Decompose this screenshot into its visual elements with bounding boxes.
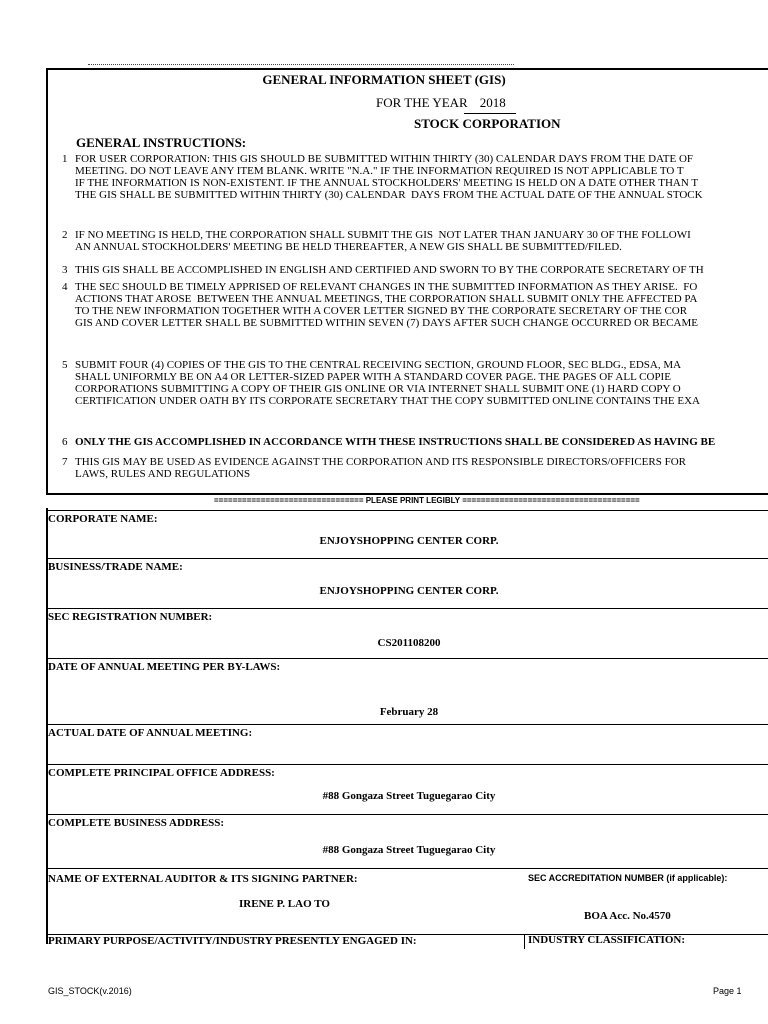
type-overline <box>464 113 516 114</box>
instruction-item <box>62 229 768 253</box>
instruction-number: 7 <box>62 456 68 468</box>
sec-registration-label: SEC REGISTRATION NUMBER: <box>48 611 213 623</box>
instruction-line: SUBMIT FOUR (4) COPIES OF THE GIS TO THE CENTRAL RECEIVING SECTION, GROUND FLOOR, SEC BLDG., EDSA, MA <box>75 359 682 371</box>
instruction-line: ACTIONS THAT AROSE BETWEEN THE ANNUAL MEETINGS, THE CORPORATION SHALL SUBMIT ONLY THE AFFECTED PA <box>75 293 698 305</box>
instruction-line: FOR USER CORPORATION: THIS GIS SHOULD BE SUBMITTED WITHIN THIRTY (30) CALENDAR DAYS FROM THE DATE OF <box>75 153 694 165</box>
primary-purpose-label: PRIMARY PURPOSE/ACTIVITY/INDUSTRY PRESENTLY ENGAGED IN: <box>48 935 417 947</box>
business-name-label: BUSINESS/TRADE NAME: <box>48 561 183 573</box>
instruction-item <box>62 436 768 448</box>
instruction-line: THIS GIS SHALL BE ACCOMPLISHED IN ENGLISH AND CERTIFIED AND SWORN TO BY THE CORPORATE SECRETARY OF TH <box>75 264 704 276</box>
instruction-line: GIS AND COVER LETTER SHALL BE SUBMITTED WITHIN SEVEN (7) DAYS AFTER SUCH CHANGE OCCURRED OR BECAME <box>75 317 698 329</box>
instruction-line: MEETING. DO NOT LEAVE ANY ITEM BLANK. WRITE "N.A." IF THE INFORMATION REQUIRED IS NOT APPLICABLE TO T <box>75 165 684 177</box>
instruction-line: THE SEC SHOULD BE TIMELY APPRISED OF RELEVANT CHANGES IN THE SUBMITTED INFORMATION AS THEY ARISE. FO <box>75 281 698 293</box>
corporate-name-field[interactable] <box>46 510 768 559</box>
year-value: 2018 <box>479 95 506 110</box>
corporation-type <box>414 116 561 132</box>
instruction-line: AN ANNUAL STOCKHOLDERS' MEETING BE HELD THEREAFTER, A NEW GIS SHALL BE SUBMITTED/FILED. <box>75 241 622 253</box>
page-number: Page 1 <box>713 986 742 996</box>
auditor-label: NAME OF EXTERNAL AUDITOR & ITS SIGNING PARTNER: <box>48 873 358 885</box>
print-legibly-text: ================================ PLEASE PRINT LEGIBLY ====================================== <box>214 496 640 505</box>
instruction-number: 6 <box>62 436 68 448</box>
instruction-number: 5 <box>62 359 68 371</box>
instruction-line: TO THE NEW INFORMATION TOGETHER WITH A COVER LETTER SIGNED BY THE CORPORATE SECRETARY OF THE COR <box>75 305 688 317</box>
business-address-value: #88 Gongaza Street Tuguegarao City <box>322 844 496 856</box>
corporate-name-value: ENJOYSHOPPING CENTER CORP. <box>319 535 499 547</box>
instruction-line: LAWS, RULES AND REGULATIONS <box>75 468 251 480</box>
instruction-item <box>62 456 768 480</box>
instruction-number: 3 <box>62 264 68 276</box>
sec-registration-field[interactable] <box>46 608 768 659</box>
annual-meeting-label: DATE OF ANNUAL MEETING PER BY-LAWS: <box>48 661 281 673</box>
sec-accreditation-sub: (if applicable): <box>666 873 728 883</box>
instruction-item <box>62 264 768 276</box>
instruction-item <box>62 281 768 329</box>
sec-registration-value: CS201108200 <box>377 637 441 649</box>
actual-meeting-label: ACTUAL DATE OF ANNUAL MEETING: <box>48 727 253 739</box>
form-code: GIS_STOCK(v.2016) <box>48 986 132 996</box>
for-the-year-label: FOR THE YEAR <box>376 95 468 110</box>
instruction-number: 4 <box>62 281 68 293</box>
instruction-line: ONLY THE GIS ACCOMPLISHED IN ACCORDANCE WITH THESE INSTRUCTIONS SHALL BE CONSIDERED AS HAVING BE <box>75 436 716 448</box>
instruction-number: 1 <box>62 153 68 165</box>
instruction-number: 2 <box>62 229 68 241</box>
annual-meeting-value: February 28 <box>379 706 439 718</box>
business-address-field[interactable] <box>46 814 768 869</box>
business-address-label: COMPLETE BUSINESS ADDRESS: <box>48 817 225 829</box>
form-title: GENERAL INFORMATION SHEET (GIS) <box>262 72 506 87</box>
sec-accreditation-label <box>528 873 727 883</box>
business-name-value: ENJOYSHOPPING CENTER CORP. <box>319 585 499 597</box>
principal-address-value: #88 Gongaza Street Tuguegarao City <box>322 790 496 802</box>
actual-meeting-field[interactable] <box>46 724 768 765</box>
sec-accreditation-text: SEC ACCREDITATION NUMBER <box>528 873 664 883</box>
instruction-line: CORPORATIONS SUBMITTING A COPY OF THEIR GIS ONLINE OR VIA INTERNET SHALL SUBMIT ONE (1) HARD COPY O <box>75 383 681 395</box>
instruction-line: IF THE INFORMATION IS NON-EXISTENT. IF THE ANNUAL STOCKHOLDERS' MEETING IS HELD ON A DATE OTHER THAN T <box>75 177 699 189</box>
instruction-line: SHALL UNIFORMLY BE ON A4 OR LETTER-SIZED PAPER WITH A STANDARD COVER PAGE. THE PAGES OF ALL COPIE <box>75 371 671 383</box>
annual-meeting-field[interactable] <box>46 658 768 725</box>
year-row <box>376 95 506 111</box>
instructions-heading: GENERAL INSTRUCTIONS: <box>76 135 247 150</box>
top-dotted-line <box>88 64 514 65</box>
instruction-item <box>62 359 768 407</box>
instruction-line: IF NO MEETING IS HELD, THE CORPORATION SHALL SUBMIT THE GIS NOT LATER THAN JANUARY 30 OF THE FOLLOWI <box>75 229 691 241</box>
principal-address-label: COMPLETE PRINCIPAL OFFICE ADDRESS: <box>48 767 275 779</box>
print-legibly-banner <box>46 493 768 510</box>
instruction-item <box>62 153 768 201</box>
instruction-line: THE GIS SHALL BE SUBMITTED WITHIN THIRTY (30) CALENDAR DAYS FROM THE ACTUAL DATE OF THE ANNUAL STOCK <box>75 189 703 201</box>
boa-accreditation-value[interactable]: BOA Acc. No.4570 <box>584 910 671 922</box>
instruction-line: CERTIFICATION UNDER OATH BY ITS CORPORATE SECRETARY THAT THE COPY SUBMITTED ONLINE CONTAINS THE EXA <box>75 395 701 407</box>
auditor-value[interactable]: IRENE P. LAO TO <box>239 898 330 910</box>
principal-address-field[interactable] <box>46 764 768 815</box>
corporate-name-label: CORPORATE NAME: <box>48 513 158 525</box>
industry-classification-label: INDUSTRY CLASSIFICATION: <box>524 934 685 949</box>
business-name-field[interactable] <box>46 558 768 609</box>
corporation-type-text: STOCK CORPORATION <box>414 116 561 131</box>
instruction-line: THIS GIS MAY BE USED AS EVIDENCE AGAINST THE CORPORATION AND ITS RESPONSIBLE DIRECTORS/OFFICERS FOR <box>75 456 686 468</box>
